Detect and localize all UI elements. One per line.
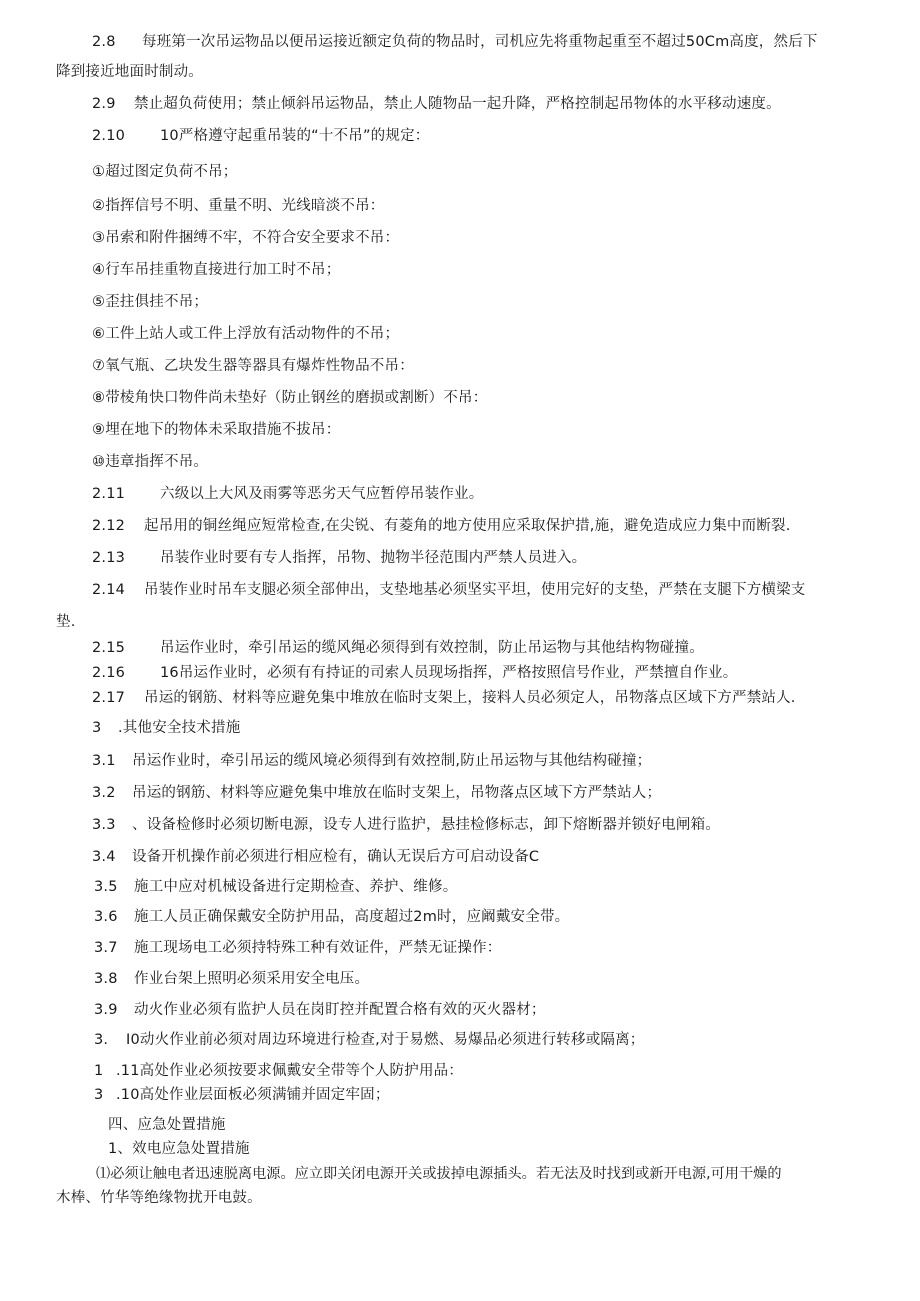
clause-text: 作业台架上照明必须采用安全电压。	[134, 971, 370, 987]
subsection-heading-text: 1、效电应急处置措施	[108, 1141, 250, 1157]
clause-number: 2.8	[92, 34, 116, 50]
list-item-text: ④行车吊挂重物直接进行加工时不吊；	[92, 262, 341, 278]
doc-line	[94, 877, 457, 897]
clause-number: 3.3	[92, 817, 116, 833]
clause-number: 3.9	[94, 1002, 118, 1018]
clause-number: 2.13	[92, 550, 126, 566]
doc-line	[56, 1188, 262, 1208]
clause-number: 2.17	[92, 690, 126, 706]
clause-number: 2.16	[92, 665, 126, 681]
clause-number: 2.9	[92, 96, 116, 112]
clause-number: 2.12	[92, 518, 126, 534]
doc-line	[92, 516, 791, 536]
list-item	[92, 162, 238, 182]
list-item-text: ⑦氧气瓶、乙块发生器等器具有爆炸性物品不吊：	[92, 358, 414, 374]
list-item-text: ③吊索和附件捆缚不牢，不符合安全要求不吊：	[92, 230, 400, 246]
section-heading	[108, 1115, 226, 1135]
doc-line	[94, 1061, 463, 1081]
list-item	[92, 356, 414, 376]
section-heading-text: 四、应急处置措施	[108, 1117, 226, 1133]
list-item	[92, 420, 340, 440]
doc-line	[94, 938, 502, 958]
doc-line	[96, 1164, 782, 1184]
list-item-text: ⑥工件上站人或工件上浮放有活动物件的不吊；	[92, 326, 400, 342]
doc-line	[56, 612, 76, 632]
list-item-text: ①超过图定负荷不吊；	[92, 164, 238, 180]
clause-text: 起吊用的铜丝绳应短常检查,在尖锐、有菱角的地方使用应采取保护措,施，避免造成应力集中而断裂.	[144, 518, 791, 534]
doc-line	[92, 783, 661, 803]
clause-text: 吊运的钢筋、材料等应避免集中堆放在临时支架上，接料人员必须定人，吊物落点区域下方严禁站人.	[144, 690, 796, 706]
clause-text: 施工现场电工必须持特殊工种有效证件，严禁无证操作：	[134, 940, 502, 956]
list-item-text: ②指挥信号不明、重量不明、光线暗淡不吊：	[92, 198, 385, 214]
clause-text: 16吊运作业时，必须有有持证的司索人员现场指挥，严格按照信号作业，严禁擅自作业。	[160, 665, 738, 681]
doc-line	[94, 907, 569, 927]
doc-line	[56, 62, 203, 82]
clause-text: 每班第一次吊运物品以便吊运接近额定负荷的物品时，司机应先将重物起重至不超过50Cm高度，然后下	[142, 34, 818, 50]
doc-line	[94, 1085, 390, 1105]
doc-line	[94, 1000, 546, 1020]
list-item	[92, 292, 208, 312]
clause-number: 2.11	[92, 486, 126, 502]
clause-number: 2.10	[92, 128, 126, 144]
clause-text: 垫.	[56, 614, 76, 630]
clause-number: 2.15	[92, 640, 126, 656]
clause-number: 3.5	[94, 879, 118, 895]
doc-line	[94, 1030, 645, 1050]
list-item	[92, 196, 385, 216]
doc-line	[92, 751, 651, 771]
list-item	[92, 228, 399, 248]
clause-text: .11高处作业必须按要求佩戴安全带等个人防护用品：	[116, 1063, 464, 1079]
clause-number: 3.6	[94, 909, 118, 925]
clause-text: 10严格遵守起重吊装的“十不吊”的规定：	[160, 128, 430, 144]
doc-line	[92, 484, 483, 504]
clause-number: 3	[92, 720, 102, 736]
list-item-text: ⑨埋在地下的物体未采取措施不拔吊：	[92, 422, 341, 438]
clause-text: 、设备检修时必须切断电源，设专人进行监护，悬挂检修标志，卸下熔断器并锁好电闸箱。	[132, 817, 720, 833]
doc-line	[92, 580, 806, 600]
clause-number: 3.1	[92, 753, 116, 769]
clause-number: 3.7	[94, 940, 118, 956]
clause-number: 3.2	[92, 785, 116, 801]
list-item-text: ⑩违章指挥不吊。	[92, 454, 209, 470]
clause-text: 木棒、竹华等绝缘物扰开电鼓。	[56, 1190, 262, 1206]
doc-line	[94, 969, 369, 989]
clause-number: 2.14	[92, 582, 126, 598]
section-heading	[92, 718, 240, 738]
list-item	[92, 324, 399, 344]
subsection-heading	[108, 1139, 250, 1159]
clause-text: .10高处作业层面板必须满铺并固定牢固；	[116, 1087, 390, 1103]
list-item-text: ⑧带棱角快口物件尚未垫好（防止钢丝的磨损或割断）不吊：	[92, 390, 488, 406]
doc-line	[92, 688, 796, 708]
clause-text: 降到接近地面时制动。	[56, 64, 203, 80]
list-item	[92, 388, 487, 408]
list-item	[92, 452, 208, 472]
list-item	[92, 260, 340, 280]
clause-text: I0动火作业前必须对周边环境进行检查,对于易燃、易爆品必须进行转移或隔离；	[126, 1032, 645, 1048]
clause-text: 吊运作业时，牵引吊运的缆风境必须得到有效控制,防止吊运物与其他结构碰撞；	[132, 753, 652, 769]
list-item-text: ⑤歪拄俱挂不吊；	[92, 294, 209, 310]
clause-text: ⑴必须让触电者迅速脱离电源。应立即关闭电源开关或拔掉电源插头。若无法及时找到或新开电源,可用干燥的	[96, 1166, 782, 1182]
clause-number: 3.8	[94, 971, 118, 987]
doc-line	[92, 663, 737, 683]
clause-text: 吊运的钢筋、材料等应避免集中堆放在临时支架上，吊物落点区域下方严禁站人；	[132, 785, 662, 801]
clause-text: .其他安全技术措施	[118, 720, 241, 736]
clause-text: 施工人员正确保戴安全防护用品，高度超过2m时，应阚戴安全带。	[134, 909, 570, 925]
doc-line	[92, 94, 781, 114]
clause-text: 禁止超负荷使用；禁止倾斜吊运物品，禁止人随物品一起升降，严格控制起吊物体的水平移动速度。	[134, 96, 781, 112]
clause-number: 3	[94, 1087, 104, 1103]
doc-line	[92, 32, 818, 52]
clause-text: 吊运作业时，牵引吊运的缆风绳必须得到有效控制，防止吊运物与其他结构物碰撞。	[160, 640, 704, 656]
doc-line	[92, 847, 539, 867]
clause-number: 3.	[94, 1032, 109, 1048]
doc-line	[92, 548, 586, 568]
doc-line	[92, 638, 704, 658]
clause-text: 设备开机操作前必须进行相应检有，确认无误后方可启动设备C	[132, 849, 540, 865]
doc-line	[92, 815, 720, 835]
clause-number: 3.4	[92, 849, 116, 865]
clause-text: 吊装作业时要有专人指挥，吊物、抛物半径范围内严禁人员进入。	[160, 550, 587, 566]
clause-text: 动火作业必须有监护人员在岗盯控并配置合格有效的灭火器材；	[134, 1002, 546, 1018]
clause-number: 1	[94, 1063, 104, 1079]
clause-text: 吊装作业时吊车支腿必须全部伸出，支垫地基必须坚实平坦，使用完好的支垫，严禁在支腿下方横梁支	[144, 582, 806, 598]
clause-text: 施工中应对机械设备进行定期检查、养护、维修。	[134, 879, 458, 895]
clause-text: 六级以上大风及雨雾等恶劣天气应暂停吊装作业。	[160, 486, 484, 502]
doc-line	[92, 126, 429, 146]
